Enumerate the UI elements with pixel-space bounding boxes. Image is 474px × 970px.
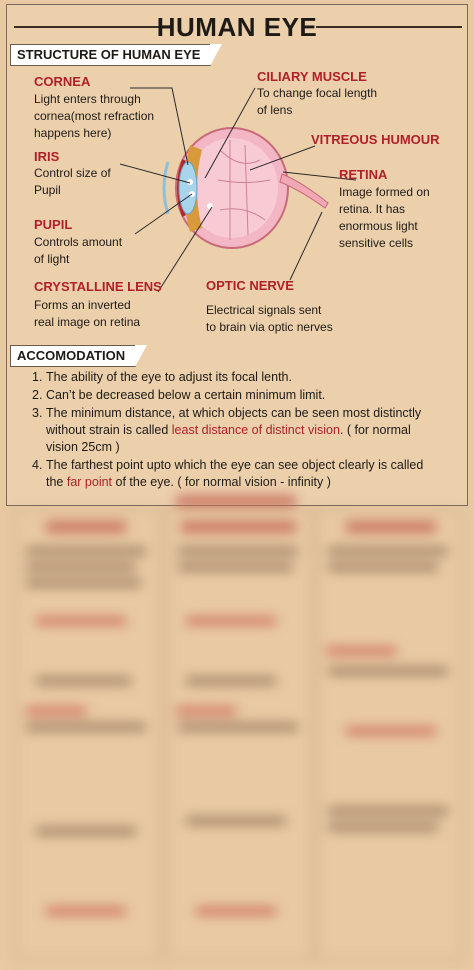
retina-label: RETINA (339, 167, 388, 182)
optic-desc-line: Electrical signals sent (206, 303, 322, 317)
retina-desc-line: Image formed on (339, 185, 430, 199)
blurred-column (166, 508, 313, 960)
iris-desc-line: Control size of (34, 166, 111, 180)
structure-heading: STRUCTURE OF HUMAN EYE (10, 44, 211, 66)
blurred-block (26, 564, 136, 570)
pupil-leader (135, 194, 192, 234)
lens-desc-line: real image on retina (34, 315, 141, 329)
iris-label: IRIS (34, 149, 60, 164)
blurred-block (328, 668, 448, 674)
item-text: The ability of the eye to adjust its focal lenth. (46, 370, 292, 384)
blurred-block (176, 708, 236, 714)
blurred-column (316, 508, 463, 960)
blurred-block (186, 618, 276, 624)
blurred-block (328, 548, 448, 554)
blurred-block (26, 548, 146, 554)
list-item (32, 405, 444, 456)
blurred-block (328, 564, 438, 570)
optic-leader (290, 212, 322, 280)
blurred-block (46, 908, 126, 914)
item-number: 2. (32, 388, 43, 402)
ciliary-desc (257, 85, 377, 119)
vitreous-leader (250, 146, 315, 170)
blurred-block (178, 564, 293, 570)
page-title: HUMAN EYE (156, 12, 318, 42)
blurred-block (26, 724, 146, 730)
blurred-block (328, 808, 448, 814)
optic-label: OPTIC NERVE (206, 278, 294, 293)
blurred-block (26, 580, 141, 586)
item-number: 1. (32, 370, 43, 384)
pupil-desc (34, 234, 122, 268)
optic-desc (206, 302, 333, 336)
vitreous-label: VITREOUS HUMOUR (311, 132, 440, 147)
blurred-block (36, 828, 136, 834)
retina-desc (339, 184, 430, 252)
cornea-desc (34, 91, 154, 142)
pupil-desc-line: Controls amount (34, 235, 123, 249)
cornea-label: CORNEA (34, 74, 91, 89)
cornea-desc-line: Light enters through (34, 92, 141, 106)
blurred-block (326, 648, 396, 654)
blurred-block (186, 678, 276, 684)
blurred-block (196, 908, 276, 914)
item-highlight: far point (66, 475, 113, 489)
blurred-block (346, 728, 436, 734)
cornea-desc-line: cornea(most refraction (34, 109, 155, 123)
item-text: Can’t be decreased below a certain minimum limit. (46, 388, 326, 402)
iris-desc-line: Pupil (34, 183, 61, 197)
lens-desc (34, 297, 140, 331)
iris-leader (120, 164, 190, 183)
lens-leader (158, 207, 212, 292)
list-item (32, 457, 444, 491)
blurred-block (26, 708, 86, 714)
retina-desc-line: retina. It has (339, 202, 406, 216)
pupil-desc-line: of light (34, 252, 70, 266)
item-highlight: least distance of distinct vision (171, 423, 340, 437)
item-text: of the eye. ( for normal vision - infinity ) (112, 475, 331, 489)
cornea-desc-line: happens here) (34, 126, 112, 140)
retina-desc-line: enormous light (339, 219, 418, 233)
pupil-label: PUPIL (34, 217, 73, 232)
blurred-block (36, 618, 126, 624)
blurred-block (346, 522, 436, 532)
blurred-block (36, 678, 131, 684)
item-text: . ( for normal vision 25cm ) (46, 423, 411, 454)
item-text: The farthest point upto which the eye can see object clearly is called the (46, 458, 424, 489)
ciliary-desc-line: To change focal length (257, 86, 378, 100)
blurred-block (176, 496, 296, 506)
ciliary-desc-line: of lens (257, 103, 293, 117)
blurred-block (328, 824, 438, 830)
blurred-block (181, 522, 296, 532)
blurred-preview-region (6, 488, 468, 966)
list-item (32, 387, 444, 404)
blurred-block (46, 522, 126, 532)
item-number: 4. (32, 458, 43, 472)
list-item (32, 369, 444, 386)
lens-desc-line: Forms an inverted (34, 298, 131, 312)
retina-desc-line: sensitive cells (339, 236, 414, 250)
optic-desc-line: to brain via optic nerves (206, 320, 333, 334)
accommodation-list (32, 369, 444, 492)
ciliary-label: CILIARY MUSCLE (257, 69, 367, 84)
iris-desc (34, 165, 111, 199)
item-text: The minimum distance, at which objects can be seen most distinctly without strain is called (46, 406, 422, 437)
ciliary-leader (205, 88, 255, 178)
lens-label: CRYSTALLINE LENS (34, 279, 162, 294)
blurred-block (178, 724, 298, 730)
blurred-block (186, 818, 286, 824)
accommodation-heading: ACCOMODATION (10, 345, 136, 367)
blurred-column (14, 508, 161, 960)
item-number: 3. (32, 406, 43, 420)
blurred-block (178, 548, 298, 554)
